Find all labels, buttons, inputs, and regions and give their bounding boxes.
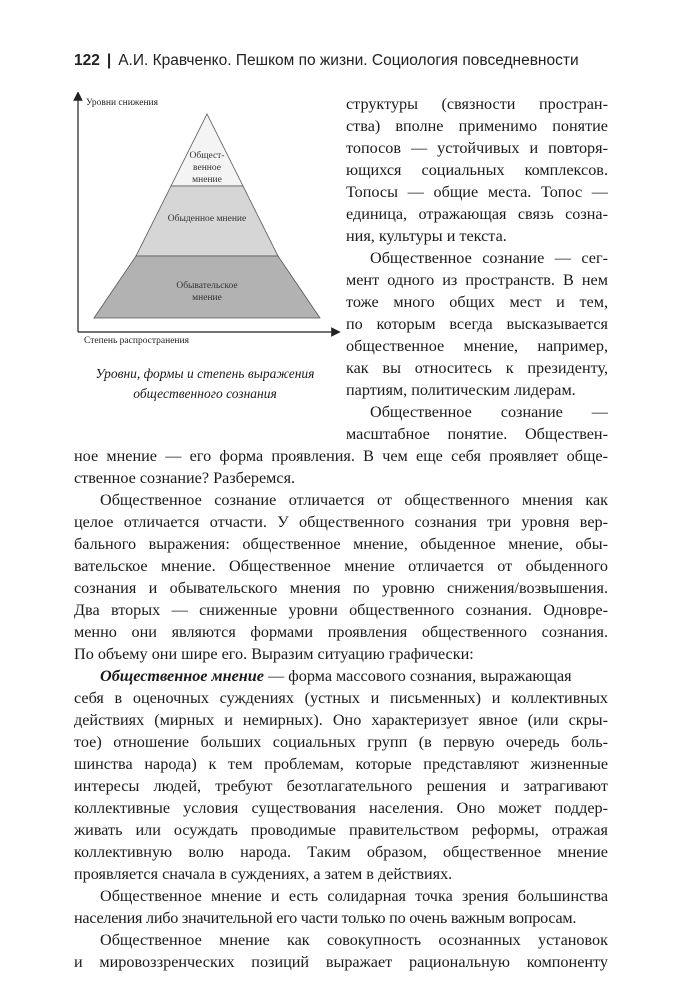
text-line: коллективные условия существования населения. Оно может поддер-	[74, 799, 608, 817]
running-header	[74, 52, 634, 70]
text-line: населения либо значительной его части только по очень важным вопросам.	[74, 909, 577, 927]
definition-line: Общественное мнение — форма массового сознания, выражающая	[100, 667, 572, 685]
text-line: проявляется сначала в суждениях, а затем в действиях.	[74, 865, 453, 883]
text-line: шинства народа) к тем проблемам, которые представляют жизненные	[74, 755, 608, 773]
page-number: 122	[74, 52, 100, 69]
text-line: ния, культуры и текста.	[346, 227, 507, 245]
text-line: действиях (мирных и немирных). Оно характеризует явное (или скры-	[74, 711, 608, 729]
y-axis-label: Уровни снижения	[86, 98, 158, 108]
defined-term: Общественное мнение	[100, 667, 264, 685]
text-line: единица, отражающая связь созна-	[346, 205, 608, 223]
text-line: целое отличается отчасти. У общественного сознания три уровня вер-	[74, 513, 608, 531]
level-label-philistine-opinion: Обывательское мнение	[176, 281, 238, 303]
text-line: Два вторых — сниженные уровни общественного сознания. Одновре-	[74, 601, 608, 619]
text-line: живать или осуждать проводимые правительством реформы, отражая	[74, 821, 608, 839]
paragraph-start: Общественное сознание отличается от общественного мнения как	[100, 491, 608, 509]
running-title: А.И. Кравченко. Пешком по жизни. Социология повседневности	[118, 52, 579, 69]
text-line: ственное сознание? Разберемся.	[74, 469, 296, 487]
text-line: тое) отношение больших социальных групп (в первую очередь боль-	[74, 733, 608, 751]
level-label-everyday-opinion: Обыденное мнение	[167, 214, 247, 224]
text-line: интересы людей, требуют безотлагательного решения и затрагивают	[74, 777, 608, 795]
text-line: тоже много общих мест и тем,	[346, 293, 608, 311]
x-axis-label: Степень распространения	[84, 336, 189, 346]
text-line: Топосы — общие места. Топос —	[346, 183, 608, 201]
text-line: топосов — устойчивых и повторя-	[346, 139, 608, 157]
paragraph-start: Общественное сознание —	[370, 403, 608, 421]
text-line: партиям, политическим лидерам.	[346, 381, 576, 399]
level-label-public-opinion: Общест- венное мнение	[189, 151, 225, 185]
text-line: вательское мнение. Общественное мнение отличается от обыденного	[74, 557, 608, 575]
paragraph-start: Общественное сознание — сег-	[370, 249, 608, 267]
text-line: коллективную волю народа. Таким образом, общественное мнение	[74, 843, 608, 861]
text-line: По объему они шире его. Выразим ситуацию графически:	[74, 645, 474, 663]
text-line: бального выражения: общественное мнение, обыденное мнение, обы-	[74, 535, 608, 553]
figure-caption: Уровни, формы и степень выражения общественного сознания	[95, 366, 315, 401]
text-line: менно они являются формами проявления общественного сознания.	[74, 623, 608, 641]
text-line: общественное мнение, например,	[346, 337, 608, 355]
header-separator: |	[106, 52, 112, 69]
paragraph-start: Общественное мнение и есть солидарная точка зрения большинства	[100, 887, 608, 905]
text-line: ющихся социальных комплексов.	[346, 161, 608, 179]
text-line: мент одного из пространств. В нем	[346, 271, 608, 289]
paragraph-start: Общественное мнение как совокупность осознанных установок	[100, 931, 608, 949]
text-line: ное мнение — его форма проявления. В чем еще себя проявляет обще-	[74, 447, 608, 465]
text-line: по которым всегда высказывается	[346, 315, 608, 333]
text-line: себя в оценочных суждениях (устных и письменных) и коллективных	[74, 689, 608, 707]
text-line: как вы относитесь к президенту,	[346, 359, 608, 377]
text-line: масштабное понятие. Обществен-	[346, 425, 608, 443]
text-line: структуры (связности простран-	[346, 95, 608, 113]
pyramid-figure	[70, 92, 342, 404]
text-line: ства) вполне применимо понятие	[346, 117, 608, 135]
text-line: и мировоззренческих позиций выражает рациональную компоненту	[74, 953, 608, 971]
text-line: сознания и обывательского мнения по уровню снижения/возвышения.	[74, 579, 608, 597]
